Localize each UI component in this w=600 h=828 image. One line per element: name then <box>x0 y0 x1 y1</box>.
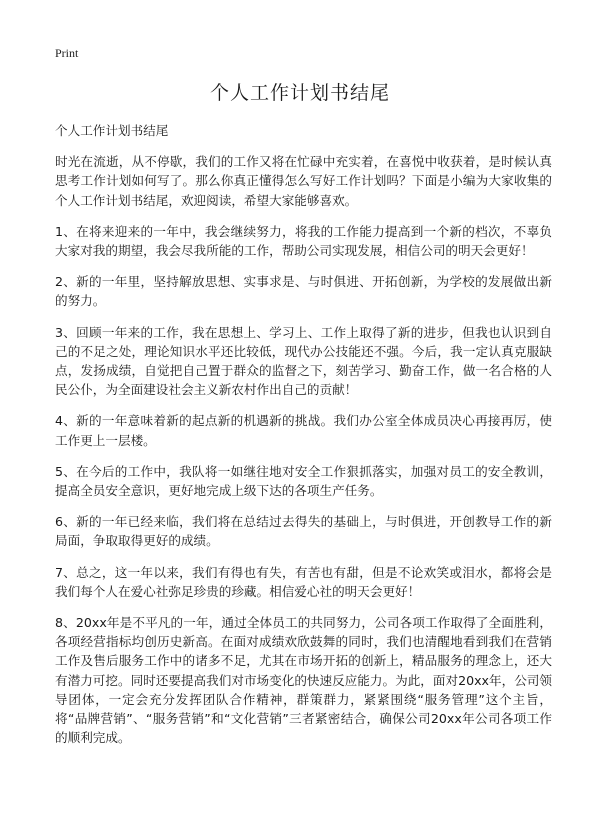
page-title: 个人工作计划书结尾 <box>209 82 390 104</box>
paragraph-item-6: 6、新的一年已经来临，我们将在总结过去得失的基础上，与时俱进，开创教导工作的新局面，争取取得更好的成绩。 <box>55 514 552 549</box>
paragraph-item-2: 2、新的一年里，坚持解放思想、实事求是、与时俱进、开拓创新，为学校的发展做出新的努力。 <box>55 274 552 309</box>
paragraph-item-8: 8、20xx年是不平凡的一年，通过全体员工的共同努力，公司各项工作取得了全面胜利，各项经营指标均创历史新高。在面对成绩欢欣鼓舞的同时，我们也清醒地看到我们在营销工作及售后服务工作中的诸多不足，尤其在市场开拓的创新上，精品服务的理念上，还大有潜力可挖。同时还要提高我们对市场变化的快速反应能力。为此，面对20xx年，公司领导团体，一定会充分发挥团队合作精神，群策群力，紧紧围绕“服务管理”这个主旨，将“品牌营销”、“服务营销”和“文化营销”三者紧密结合，确保公司20xx年公司各项工作的顺利完成。 <box>55 615 552 746</box>
paragraph-item-5: 5、在今后的工作中，我队将一如继往地对安全工作狠抓落实，加强对员工的安全教训，提高全员安全意识，更好地完成上级下达的各项生产任务。 <box>55 463 552 499</box>
intro-paragraph: 时光在流逝，从不停歇，我们的工作又将在忙碌中充实着，在喜悦中收获着，是时候认真思考工作计划如何写了。那么你真正懂得怎么写好工作计划吗？下面是小编为大家收集的个人工作计划书结尾，欢迎阅读，希望大家能够喜欢。 <box>55 154 552 208</box>
paragraph-item-3: 3、回顾一年来的工作，我在思想上、学习上、工作上取得了新的进步，但我也认识到自己的不足之处，理论知识水平还比较低，现代办公技能还不强。今后，我一定认真克服缺点，发扬成绩，自觉把自己置于群众的监督之下，刻苦学习、勤奋工作，做一名合格的人民公仆，为全面建设社会主义新农村作出自己的贡献！ <box>55 324 552 398</box>
document-subtitle: 个人工作计划书结尾 <box>55 123 169 138</box>
paragraph-item-4: 4、新的一年意味着新的起点新的机遇新的挑战。我们办公室全体成员决心再接再厉，使工作更上一层楼。 <box>55 413 552 448</box>
print-link[interactable]: Print <box>55 46 79 60</box>
paragraph-item-1: 1、在将来迎来的一年中，我会继续努力，将我的工作能力提高到一个新的档次，不辜负大家对我的期望，我会尽我所能的工作，帮助公司实现发展，相信公司的明天会更好！ <box>55 223 552 259</box>
document-body <box>55 121 552 759</box>
paragraph-item-7: 7、总之，这一年以来，我们有得也有失，有苦也有甜，但是不论欢笑或泪水，都将会是我们每个人在爱心社弥足珍贵的珍藏。相信爱心社的明天会更好！ <box>55 564 552 599</box>
